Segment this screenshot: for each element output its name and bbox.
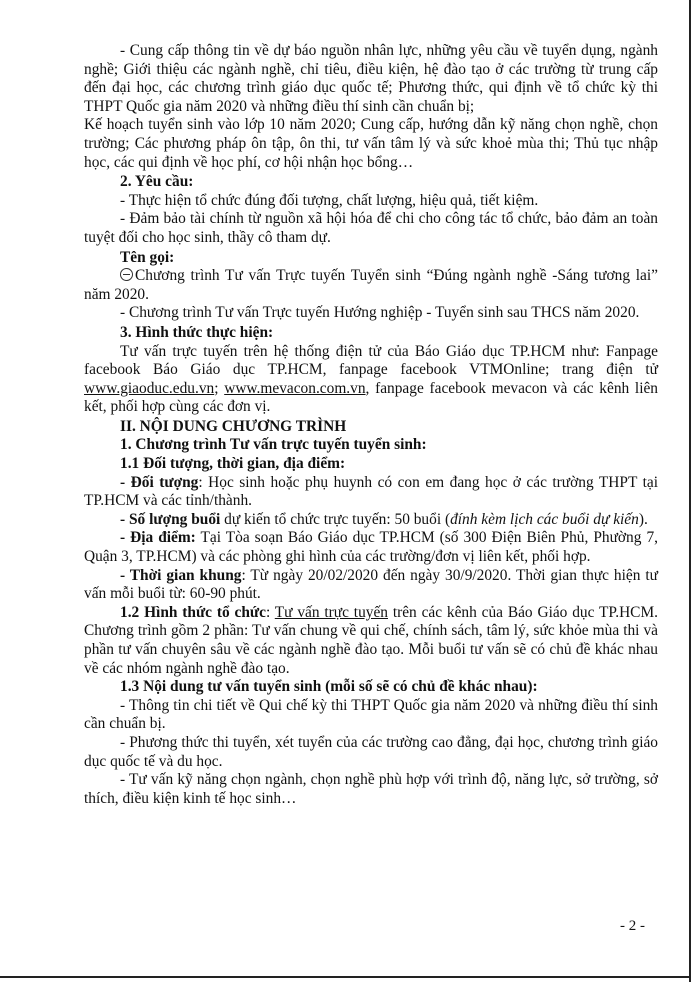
hinh-thuc-text-1: Tư vấn trực tuyến trên hệ thống điện tử của Báo Giáo dục TP.HCM như: Fanpage facebook Báo Giáo dục TP.HCM, fanpage facebook VTMOnline; trang điện tử bbox=[84, 342, 658, 379]
thoi-gian-khung-label: - Thời gian khung bbox=[120, 566, 242, 584]
noi-dung-item-3: - Tư vấn kỹ năng chọn ngành, chọn nghề phù hợp với trình độ, năng lực, sở trường, sở thích, điều kiện kinh tế học sinh… bbox=[84, 771, 658, 807]
ten-goi-item-1-text: Chương trình Tư vấn Trực tuyến Tuyển sinh “Đúng ngành nghề -Sáng tương lai” năm 2020. bbox=[84, 267, 658, 303]
page-border-right bbox=[689, 0, 691, 982]
doi-tuong-label: - Đối tượng bbox=[120, 473, 199, 491]
hinh-thuc-text-2: , fanpage facebook mevacon và các kênh liên kết, phối hợp cùng các đơn vị. bbox=[84, 379, 658, 416]
heading-yeu-cau: 2. Yêu cầu: bbox=[120, 173, 194, 191]
tu-van-truc-tuyen-underlined: Tư vấn trực tuyến bbox=[274, 603, 388, 621]
so-luong-label: - Số lượng buổi bbox=[120, 510, 221, 528]
heading-1-2-colon: : bbox=[265, 603, 275, 621]
heading-1-3: 1.3 Nội dung tư vấn tuyển sinh (mỗi số sẽ có chủ đề khác nhau): bbox=[120, 678, 538, 696]
page-number: - 2 - bbox=[620, 918, 645, 934]
minus-circle-icon bbox=[120, 268, 133, 281]
page-border-bottom bbox=[0, 976, 691, 978]
so-luong-paragraph bbox=[84, 511, 658, 530]
so-luong-text: dự kiến tổ chức trực tuyến: 50 buổi ( bbox=[220, 510, 451, 528]
so-luong-end: ). bbox=[638, 510, 648, 528]
dia-diem-label: - Địa điểm: bbox=[120, 529, 196, 547]
hinh-thuc-to-chuc-text: trên các kênh của Báo Giáo dục TP.HCM. Chương trình gồm 2 phần: Tư vấn chung về qui chế, chính sách, tâm lý, sức khỏe mùa thi và phần tư vấn chuyên sâu về các ngành nghề đào tạo. Mỗi buổi tư vấn sẽ có chủ đề khác nhau về các nhóm ngành nghề đào tạo. bbox=[84, 603, 658, 677]
doi-tuong-paragraph bbox=[84, 474, 658, 511]
hinh-thuc-paragraph bbox=[84, 343, 658, 417]
yeu-cau-item-2: - Đảm bảo tài chính từ nguồn xã hội hóa để chi cho công tác tổ chức, bảo đảm an toàn tuyệt đối cho học sinh, thầy cô tham dự. bbox=[84, 210, 658, 246]
ten-goi-item-2: - Chương trình Tư vấn Trực tuyến Hướng nghiệp - Tuyển sinh sau THCS năm 2020. bbox=[120, 304, 640, 322]
noi-dung-item-1: - Thông tin chi tiết về Qui chế kỳ thi THPT Quốc gia năm 2020 và những điều thí sinh cần chuẩn bị. bbox=[84, 696, 658, 733]
link-separator: ; bbox=[214, 379, 225, 397]
heading-chuong-trinh-1: 1. Chương trình Tư vấn trực tuyến tuyển sinh: bbox=[120, 436, 427, 454]
heading-hinh-thuc-thuc-hien: 3. Hình thức thực hiện: bbox=[120, 323, 274, 341]
link-mevacon[interactable]: www.mevacon.com.vn bbox=[224, 379, 366, 397]
noi-dung-item-2: - Phương thức thi tuyển, xét tuyển của các trường cao đẳng, đại học, chương trình giáo dục quốc tế và du học. bbox=[84, 733, 658, 770]
heading-1-1: 1.1 Đối tượng, thời gian, địa điểm: bbox=[120, 455, 346, 473]
so-luong-italic: đính kèm lịch các buổi dự kiến bbox=[450, 510, 639, 528]
thoi-gian-khung-text: : Từ ngày 20/02/2020 đến ngày 30/9/2020. Thời gian thực hiện tư vấn mỗi buổi từ: 60-90 phút. bbox=[84, 566, 658, 603]
doi-tuong-text: : Học sinh hoặc phụ huynh có con em đang học ở các trường THPT tại TP.HCM và các tỉnh/thành. bbox=[84, 473, 658, 510]
dia-diem-paragraph bbox=[84, 529, 658, 566]
heading-1-2: 1.2 Hình thức tổ chức bbox=[120, 603, 266, 621]
ten-goi-item-1 bbox=[84, 267, 658, 304]
thoi-gian-khung-paragraph bbox=[84, 567, 658, 604]
dia-diem-text: Tại Tòa soạn Báo Giáo dục TP.HCM (số 300 Điện Biên Phủ, Phường 7, Quận 3, TP.HCM) và các phòng ghi hình của các trường/đơn vị liên kết, phối hợp. bbox=[84, 529, 658, 566]
heading-ten-goi: Tên gọi: bbox=[120, 248, 175, 266]
document-body bbox=[84, 42, 658, 808]
paragraph-nhan-luc: - Cung cấp thông tin về dự báo nguồn nhân lực, những yêu cầu về tuyển dụng, ngành nghề; Giới thiệu các ngành nghề, chỉ tiêu, điều kiện, hệ đào tạo ở các trường từ trung cấp đến đại học, các chương trình giáo dục quốc tế; Phương thức, qui định về tổ chức kỳ thi THPT Quốc gia năm 2020 và những điều thí sinh cần chuẩn bị; bbox=[84, 42, 658, 115]
hinh-thuc-to-chuc-paragraph bbox=[84, 604, 658, 678]
yeu-cau-item-1: - Thực hiện tổ chức đúng đối tượng, chất lượng, hiệu quả, tiết kiệm. bbox=[120, 191, 539, 209]
link-giaoduc[interactable]: www.giaoduc.edu.vn bbox=[84, 379, 215, 397]
heading-noi-dung-chuong-trinh: II. NỘI DUNG CHƯƠNG TRÌNH bbox=[120, 417, 347, 435]
paragraph-tuyen-sinh-lop-10: Kế hoạch tuyển sinh vào lớp 10 năm 2020; Cung cấp, hướng dẫn kỹ năng chọn nghề, chọn trường; Các phương pháp ôn tập, ôn thi, tư vấn tâm lý và sức khoẻ mùa thi; Thủ tục nhập học, các qui định về học phí, cơ hội nhận học bổng… bbox=[84, 116, 658, 171]
